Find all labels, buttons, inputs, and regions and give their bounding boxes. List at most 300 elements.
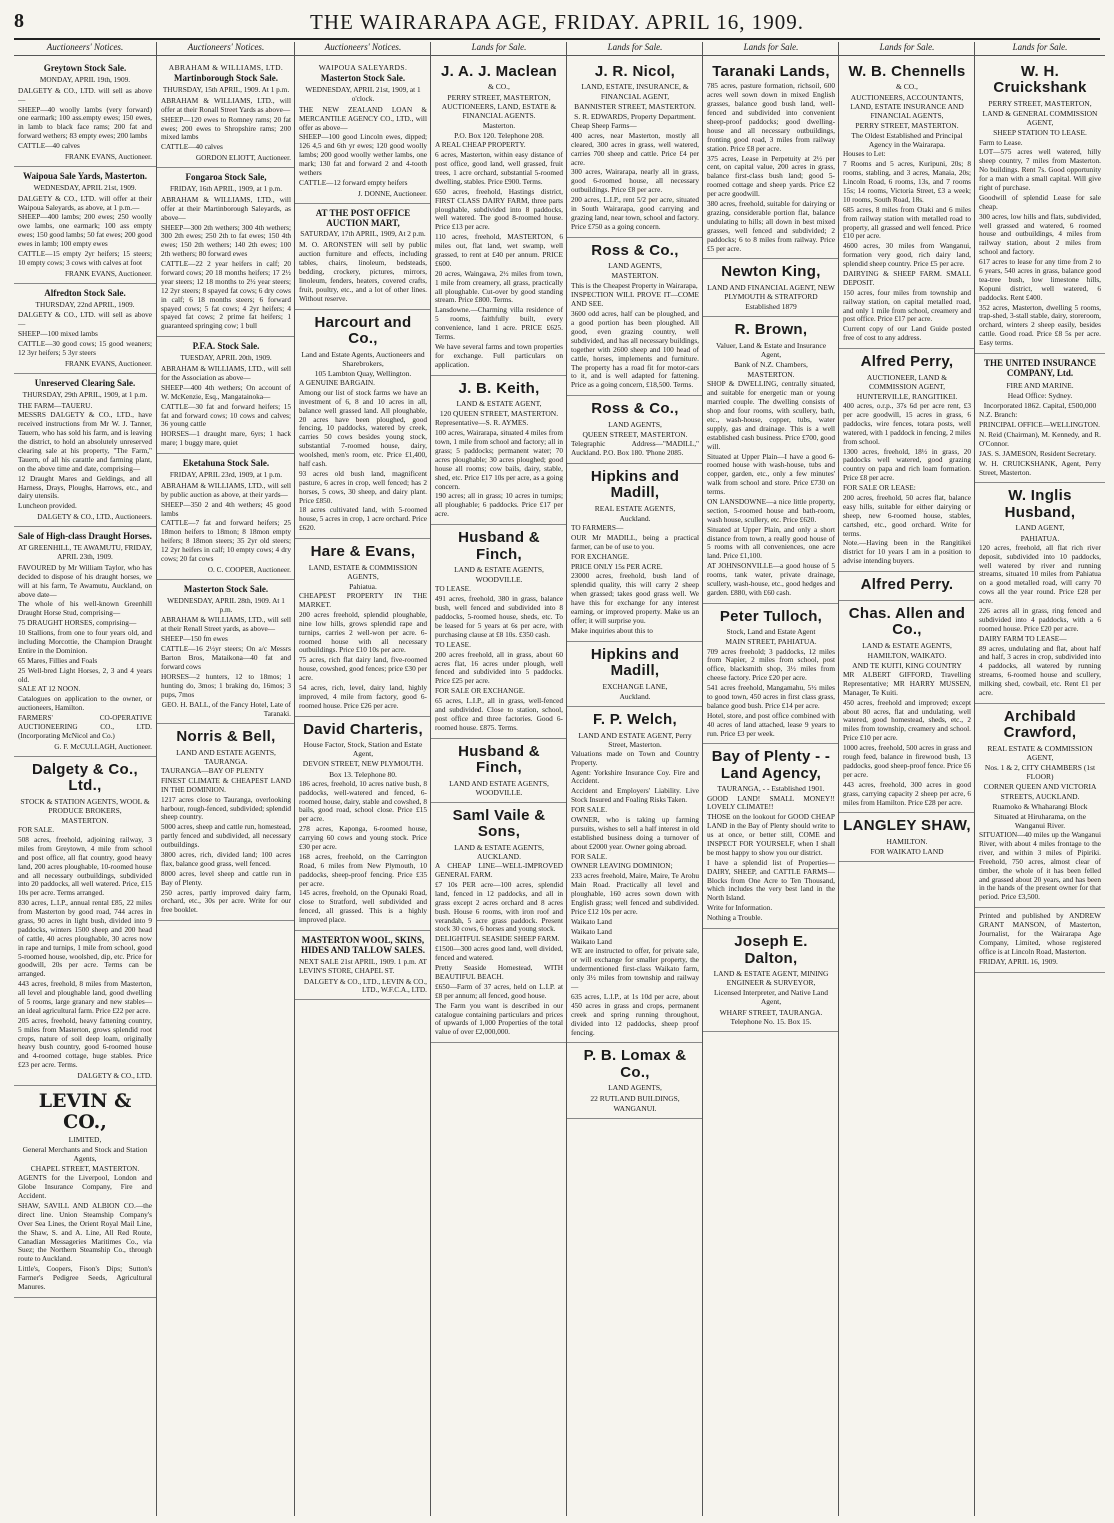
- ad-title: W. H. Cruickshank: [993, 62, 1087, 97]
- ad-paragraph: SHAW, SAVILL AND ALBION CO.—the direct line. Union Steamship Company's Over Sea Lines, the Orient Royal Mail Line, the Shaw, S. and A. Line, All Red Route, Canadian Messageries Maritimes Co., via Suez; the Northern Steamship Co., through route to Auckland.: [18, 1201, 152, 1264]
- ad-paragraph: 20 acres, Waingawa, 2½ miles from town, 1 mile from creamery, all grass, practically all ploughable. Cut-over by good standing stream. Price £800. Terms.: [435, 268, 563, 305]
- column: [974, 42, 1105, 1516]
- advertisement: [295, 539, 431, 717]
- ad-paragraph: 89 acres, undulating and flat, about half and half, 3 acres in crop, subdivided into 4 paddocks, all watered by running streams, 6-roomed house and scullery, milking shed, cowbail, etc. Rent £1 per acre.: [979, 643, 1101, 697]
- ad-subheading: House Factor, Stock, Station and Estate Agent,: [303, 740, 423, 759]
- ad-date: WEDNESDAY, APRIL 28th, 1909. At 1 p.m.: [167, 595, 285, 614]
- ad-paragraph: 685 acres, 8 miles from Otaki and 6 miles from railway station with metalled road to property, all grassed and well fenced. Price £10 per acre.: [843, 204, 971, 241]
- ad-title: Greytown Stock Sale.: [43, 62, 127, 73]
- ad-paragraph: ABRAHAM & WILLIAMS, LTD., will sell by public auction as above, at their yards—: [161, 480, 291, 499]
- ad-paragraph: SHEEP—100 good Lincoln ewes, dipped; 126 4,5 and 6th yr ewes; 120 good woolly lambs; 200 good woolly wether lambs, one mark; 130 fat and forward 2 and 4-tooth wethers: [299, 132, 427, 178]
- ad-subheading: LAND AGENTS,: [608, 1083, 662, 1093]
- ad-paragraph: WE are instructed to offer, for private sale, or will exchange for smaller property, the undermentioned first-class Waikato farm, only 3½ miles from township and railway—: [571, 946, 699, 992]
- ad-paragraph: 65 Mares, Fillies and Foals: [18, 655, 98, 665]
- advertisement: [14, 1086, 156, 1298]
- ad-paragraph: Telegraphic Address—"MADILL," Auckland. P.O. Box 180. 'Phone 2085.: [571, 438, 699, 457]
- ad-subheading: PAHIATUA.: [1020, 533, 1060, 543]
- advertisement: [703, 604, 839, 745]
- ad-title: Newton King,: [721, 263, 821, 281]
- ad-paragraph: 450 acres, freehold and improved; except about 80 acres, flat and undulating, well watered, good homestead, sheds, etc., 2 miles from township, creamery and school. Price £10 per acre.: [843, 697, 971, 743]
- ad-paragraph: TAURANGA—BAY OF PLENTY: [161, 766, 265, 775]
- ad-paragraph: Current copy of our Land Guide posted free of cost to any address.: [843, 324, 971, 343]
- ad-title: Hare & Evans,: [310, 543, 416, 561]
- ad-title: Norris & Bell,: [176, 728, 276, 746]
- ad-paragraph: 18 acres cultivated land, with 5-roomed house, 5 acres in crop, 1 acre orchard. Price £620.: [299, 505, 427, 533]
- ad-title: Husband & Finch,: [458, 529, 540, 563]
- ad-signature: O. C. COOPER, Auctioneer.: [207, 564, 291, 574]
- advertisement: [839, 601, 975, 814]
- advertisement: [567, 707, 703, 1043]
- ad-subheading: Head Office: Sydney.: [1007, 390, 1073, 400]
- ad-paragraph: 75 acres, rich flat dairy land, five-roomed house, cowshed, good fences; price £30 per acre.: [299, 655, 427, 683]
- ad-title: Unreserved Clearing Sale.: [34, 377, 136, 388]
- ad-paragraph: CATTLE—16 2½yr steers; On a/c Messrs Barton Bros, Mataikona—40 fat and forward cows: [161, 644, 291, 671]
- ad-title: Eketahuna Stock Sale.: [182, 458, 270, 469]
- advertisement: [703, 744, 839, 929]
- ad-paragraph: 4600 acres, 30 miles from Wanganui, formation very good, rich dairy land, splendid sheep country. Price £5 per acre.: [843, 241, 971, 269]
- ad-paragraph: 400 acres, near Masterton, mostly all cleared, 300 acres in grass, well watered, carries 700 sheep and cattle. Price £4 per acre.: [571, 130, 699, 167]
- ad-subheading: & CO.,: [488, 82, 510, 92]
- ad-paragraph: 6 acres, Masterton, within easy distance of post office, good land, well grassed, fruit trees, 1 acre orchard, substantial 5-roomed dwelling, stables. Price £900. Terms.: [435, 150, 563, 186]
- ad-subheading: The Oldest Established and Principal Agency in the Wairarapa.: [851, 131, 963, 150]
- ad-subheading: Auckland.: [619, 513, 651, 523]
- ad-subheading: Pahiatua.: [349, 581, 377, 591]
- ad-paragraph: PRINCIPAL OFFICE—WELLINGTON.: [979, 420, 1100, 430]
- ad-paragraph: 93 acres old bush land, magnificent pasture, 6 acres in crop, well fenced; has 2 horses, 5 cows, 30 sheep, and dairy plant. Price £850.: [299, 468, 427, 505]
- ad-paragraph: Goodwill of splendid Lease for sale cheap.: [979, 192, 1101, 211]
- ad-paragraph: 443 acres, freehold, 300 acres in good grass, carrying capacity 2 sheep per acre, 6 miles from Hamilton. Price £28 per acre.: [843, 779, 971, 807]
- ad-paragraph: 508 acres, freehold, adjoining railway, 3 miles from Greytown, 4 mile from school and post office, all flat country, good heavy land, 200 acres ploughable, 10-roomed house and all necessary outbuildings, subdivided into 20 paddocks, all well watered. Price, £15 10s per acre. Terms arranged.: [18, 834, 152, 898]
- ad-subheading: AUCTIONEER, LAND & COMMISSION AGENT,: [866, 372, 948, 391]
- ad-signature: GORDON ELIOTT, Auctioneer.: [195, 153, 291, 163]
- ad-title: Harcourt and Co.,: [314, 313, 412, 348]
- ad-date: FRIDAY, APRIL 23rd, 1909, at 1 p.m.: [169, 469, 283, 479]
- ad-preheading: WAIPOUA SALEYARDS.: [318, 62, 408, 72]
- ad-paragraph: 1217 acres close to Tauranga, overlooking harbour, rough-fenced, subdivided; splendid sheep country.: [161, 794, 291, 822]
- ad-subheading: HAMILTON.: [886, 836, 928, 846]
- ad-title: Taranaki Lands,: [712, 62, 830, 80]
- advertisement: [157, 168, 295, 337]
- ad-subheading: Established 1879: [745, 302, 797, 312]
- ad-paragraph: A GENUINE BARGAIN.: [299, 378, 376, 388]
- ad-subheading: HAMILTON, WAIKATO.: [867, 650, 947, 660]
- ad-paragraph: SITUATION—40 miles up the Wanganui River, with about 4 miles frontage to the river, and within 3 miles of Pipiriki. Freehold, 750 acres, almost clear of timber, the whole of it has been felled and grassed about 20 years, and has been in the hands of the present owner for that period. Price £3,500.: [979, 830, 1101, 902]
- ad-title: Masterton Stock Sale.: [183, 583, 269, 594]
- ad-paragraph: £1500—300 acres good land, well divided, fenced and watered.: [435, 944, 563, 963]
- advertisement: [14, 167, 156, 284]
- ad-title: Waipoua Sale Yards, Masterton.: [23, 170, 147, 181]
- ad-paragraph: 635 acres, L.I.P., at 1s 10d per acre, about 450 acres in grass and crops, permanent creek and spring running throughout, divided into 12 paddocks, sheep proof fencing.: [571, 991, 699, 1037]
- ad-subheading: Land and Estate Agents, Auctioneers and Sharebrokers,: [301, 349, 425, 368]
- ad-title: Saml Vaile & Sons,: [452, 806, 546, 841]
- advertisement: [975, 59, 1105, 354]
- advertisement: [431, 803, 567, 1043]
- advertisement: [14, 757, 156, 1086]
- ad-paragraph: 443 acres, freehold, 8 miles from Masterton, all level and ploughable land, good dwelling of 5 rooms, large granary and new stables—an ideal agricultural farm. Price £22 per acre.: [18, 979, 152, 1015]
- ad-paragraph: Houses to Let:: [843, 149, 886, 159]
- page-number: 8: [14, 10, 24, 32]
- ad-date: WEDNESDAY, APRIL 21st, 1909, at 1 o'clock.: [305, 85, 421, 103]
- ad-signature: GEO. H. BALL, of the Fancy Hotel, Late of Taranaki.: [161, 700, 291, 719]
- ad-title: J. R. Nicol,: [594, 62, 676, 80]
- ad-paragraph: 1300 acres, freehold, 18½ in grass, 20 paddocks well watered, good grazing country on papa and rich loam formation. Price £8 per acre.: [843, 446, 971, 483]
- ad-paragraph: 3600 odd acres, half can be ploughed, and a good portion has been ploughed. All good, even grazing country, well subdivided, and has all necessary buildings, together with 2600 sheep and 100 head of cattle, horses, implements and furniture. The property has a road fit for motor-cars to it, and is well adapted for fattening. Price as a going concern, £18,500. Terms.: [571, 309, 699, 390]
- ad-paragraph: FARMERS' CO-OPERATIVE AUCTIONEERING CO., LTD. (Incorporating McNicol and Co.): [18, 713, 152, 740]
- ad-paragraph: 100 acres, Wairarapa, situated 4 miles from town, 1 mile from school and factory; all in grass; 5 paddocks; permanent water; 70 acres ploughable; 30 acres ploughed; good house all rooms; cow bails, dairy, stable, shed, etc. Price £17 10s per acre, as a going concern.: [435, 428, 563, 491]
- ad-paragraph: 617 acres to lease for any time from 2 to 6 years, 540 acres in grass, balance good tea-tree bush, low limestone hills, Kopuni district, well watered, 6 paddocks. Rent £400.: [979, 257, 1101, 302]
- ad-subheading: Valuer, Land & Estate and Insurance Agent,: [715, 340, 827, 359]
- advertisement: [295, 59, 431, 204]
- ad-paragraph: TO LEASE.: [435, 584, 471, 594]
- ad-paragraph: SHEEP—400 lambs; 200 ewes; 250 woolly owe lambs, one earmark; 100 ass empty ewes; 150 good lambs; 50 fat ewes; 200 good ewes in lamb; 100 empty ewes: [18, 212, 152, 249]
- ad-paragraph: FINEST CLIMATE & CHEAPEST LAND IN THE DOMINION.: [161, 775, 291, 794]
- ad-subheading: LAND AGENTS,: [608, 261, 662, 271]
- ad-paragraph: Situated at Upper Plain—I have a good 6-roomed house with wash-house, tubs and copper, garden, etc., only a few minutes' walk from school and store. Price £730 on terms.: [707, 451, 835, 497]
- ad-subheading: LIMITED,: [68, 1134, 102, 1144]
- ad-date: THURSDAY, 29th APRIL, 1909, at 1 p.m.: [22, 389, 148, 399]
- ad-title: LEVIN & CO.,: [38, 1090, 132, 1133]
- ad-paragraph: CATTLE—7 fat and forward heifers; 25 18mon heifers to 18mon; 8 18mon empty heifers; 8 18mon steers; 35 2yr old steers; 12 2yr heifers in calf; 10 empty cows; 4 dry cows; 20 fat cows: [161, 518, 291, 563]
- ad-paragraph: We have several farms and town properties for exchange. Full particulars on application.: [435, 341, 563, 369]
- ad-title: Martinborough Stock Sale.: [173, 73, 279, 84]
- advertisement: [157, 454, 295, 580]
- ad-subheading: Auckland.: [619, 691, 651, 701]
- ad-title: MASTERTON WOOL, SKINS, HIDES AND TALLOW SALES.: [300, 934, 426, 955]
- ad-paragraph: OWNER LEAVING DOMINION;: [571, 861, 673, 871]
- advertisement: [14, 374, 156, 527]
- ad-paragraph: 650 acres, freehold, Hastings district, FIRST CLASS DAIRY FARM, three parts ploughable, subdivided into 8 paddocks, well watered. The good 8-roomed house. Price £13 per acre.: [435, 186, 563, 232]
- ad-subheading: 105 Lambton Quay, Wellington.: [314, 368, 412, 378]
- advertisement: [157, 580, 295, 724]
- ad-date: AT GREENHILL, TE AWAMUTU, FRIDAY, APRIL 23th, 1909.: [18, 543, 152, 561]
- ad-paragraph: FAVOURED by Mr William Taylor, who has decided to dispose of his draught horses, we will at his farm, Te Awamutu, Auckland, on above date—: [18, 562, 152, 599]
- advertisement: [157, 337, 295, 454]
- ad-subheading: LAND AGENT,: [1015, 523, 1065, 533]
- ad-paragraph: DALGETY & CO., LTD. will sell as above—: [18, 85, 152, 104]
- ad-paragraph: 300 acres, low hills and flats, subdivided, well grassed and watered, 6 roomed house and outbuildings, 4 miles from railway station, about 2 miles from school and factory.: [979, 211, 1101, 257]
- ad-paragraph: The Farm you want is described in our catalogue containing particulars and prices of upwards of 1,000 Properties of the total value of over £2,000,000.: [435, 1000, 563, 1037]
- ad-paragraph: 150 acres, four miles from township and railway station, on capital metalled road, and only 1 mile from school, creamery and post office. Price £17 per acre.: [843, 287, 971, 324]
- newspaper-title: THE WAIRARAPA AGE, FRIDAY. APRIL 16, 1909.: [310, 10, 804, 34]
- ad-subheading: 22 RUTLAND BUILDINGS,: [590, 1093, 680, 1103]
- ad-paragraph: 12 Draught Mares and Geldings, and all Harness, Drays, Ploughs, Harrows, etc., and dairy utensils.: [18, 473, 152, 501]
- columns-container: [14, 42, 1104, 1516]
- advertisement: [703, 259, 839, 317]
- ad-subheading: General Merchants and Stock and Station Agents,: [22, 1144, 148, 1164]
- ad-paragraph: 190 acres; all in grass; 10 acres in turnips; all ploughable; 6 paddocks. Price £17 per acre.: [435, 491, 563, 519]
- ad-paragraph: ON LANSDOWNE—a nice little property, section, 5-roomed house and bath-room, wash house, scullery, etc. Price £620.: [707, 496, 835, 524]
- ad-title: Husband & Finch,: [458, 742, 540, 777]
- ad-paragraph: MR ALBERT GIFFORD, Travelling Representative; MR HARRY MUSSEN, Manager, Te Kuiti.: [843, 670, 971, 697]
- ad-signature: DALGETY & CO., LTD.: [77, 1071, 152, 1081]
- advertisement: [14, 59, 156, 167]
- ad-subheading: FOR WAIKATO LAND: [870, 847, 944, 857]
- ad-paragraph: HORSES—2 hunters, 12 to 18mos; 1 hunting do, 3mos; 1 braking do, 16mos; 3 pups, 7mos: [161, 671, 291, 699]
- ad-subheading: LAND AND ESTATE AGENTS, TAURANGA.: [176, 747, 276, 766]
- ad-subheading: LAND & ESTATE AGENTS,: [862, 640, 952, 650]
- ad-subheading: PERRY STREET, MASTERTON, AUCTIONEERS, LAND, ESTATE & FINANCIAL AGENTS.: [441, 92, 557, 120]
- advertisement: [295, 717, 431, 931]
- ad-paragraph: AT JOHNSONVILLE—a good house of 5 rooms, tank water, private drainage, scullery, wash-house, etc., good hedges and garden. £880, with £60 cash.: [707, 561, 835, 597]
- ad-paragraph: SHEEP—300 2th wethers; 300 4th wethers; 300 2th ewes; 250 2th to fat ewes; 150 4th ewes; 150 2th wethers; 140 2th ewes; 100 2th wethers; 80 forward ewes: [161, 222, 291, 259]
- ad-paragraph: CATTLE—30 fat and forward heifers; 15 fat and forward cows; 10 cows and calves; 36 young cattle: [161, 401, 291, 429]
- ad-paragraph: FOR SALE OR EXCHANGE.: [435, 686, 525, 696]
- column: [14, 42, 156, 1516]
- advertisement: [703, 929, 839, 1032]
- column: [156, 42, 295, 1516]
- ad-paragraph: Catalogues on application to the owner, or auctioneers, Hamilton.: [18, 694, 152, 713]
- ad-paragraph: ABRAHAM & WILLIAMS, LTD., will offer at their Ronall Street Yards as above—: [161, 95, 291, 114]
- ad-subheading: FIRE AND MARINE.: [1006, 380, 1074, 390]
- ad-subheading: EXCHANGE LANE,: [602, 681, 668, 691]
- ad-title: Bay of Plenty - - Land Agency,: [711, 748, 831, 782]
- ad-paragraph: OWNER, who is taking up farming pursuits, wishes to sell a half interest in old established business doing a turnover of about £2000 year. Owner going abroad.: [571, 815, 699, 851]
- ad-paragraph: Representative—S. R. AYMES.: [435, 418, 529, 428]
- advertisement: [703, 59, 839, 259]
- ad-paragraph: Waikato Land: [571, 936, 612, 946]
- ad-paragraph: SHEEP—120 ewes to Romney rams; 20 fat ewes; 200 ewes to Shropshire rams; 200 mixed lambs: [161, 114, 291, 142]
- ad-paragraph: LOT—575 acres well watered, hilly sheep country, 7 miles from Masterton. No buildings. Rent 7s. Good opportunity for a man with a small capital. Will give right of purchase.: [979, 147, 1101, 192]
- ad-subheading: REAL ESTATE AGENTS,: [594, 503, 676, 513]
- ad-subheading: CHAPEL STREET, MASTERTON.: [30, 1164, 140, 1174]
- ad-subheading: LAND & GENERAL COMMISSION AGENT,: [982, 109, 1098, 128]
- ad-paragraph: TO LEASE.: [435, 639, 471, 649]
- advertisement: [567, 1043, 703, 1118]
- ad-paragraph: HORSES—1 draught mare, 6yrs; 1 hack mare; 1 buggy mare, quiet: [161, 429, 291, 448]
- ad-title: LANGLEY SHAW,: [843, 817, 971, 835]
- ad-subheading: DEVON STREET, NEW PLYMOUTH.: [302, 759, 424, 769]
- ad-subheading: & CO.,: [896, 82, 918, 92]
- ad-paragraph: Hotel, store, and post office combined with 40 acres of land attached, lease 9 years to run. Price £3 per week.: [707, 710, 835, 738]
- ad-paragraph: 10 Stallions, from one to four years old, and including Morcottie, the Champion Draught Entire in the Dominion.: [18, 628, 152, 655]
- ad-title: Chas. Allen and Co.,: [848, 604, 966, 639]
- ad-paragraph: THOSE on the lookout for GOOD CHEAP LAND in the Bay of Plenty should write to us at once, or better still, COME and INSPECT FOR YOURSELF, when I shall be most happy to show you our district.: [707, 812, 835, 857]
- ad-paragraph: 233 acres freehold, Maire, Maire, Te Arohu Main Road. Practically all level and ploughable, 160 acres sown down with English grass; well fenced and subdivided. Price £12 10s per acre.: [571, 871, 699, 916]
- ad-paragraph: SHOP & DWELLING, centrally situated, and suitable for energetic man or young married couple. The dwelling consists of shop and four rooms, with scullery, bath, etc., wash-house, copper, tubs, water supply, gas and drainage. This is a well established cash business. Price £700, good will.: [707, 379, 835, 451]
- ad-subheading: HUNTERVILLE, RANGITIKEI.: [856, 391, 958, 401]
- ad-signature: FRANK EVANS, Auctioneer.: [64, 268, 152, 278]
- ad-paragraph: SHEEP—150 fm ewes: [161, 634, 228, 644]
- ad-subheading: 120 QUEEN STREET, MASTERTON.: [439, 409, 559, 419]
- ad-subheading: STOCK & STATION AGENTS, WOOL & PRODUCE BROKERS,: [20, 796, 150, 815]
- ad-title: Dalgety & Co., Ltd.,: [32, 760, 138, 795]
- column-header: Lands for Sale.: [839, 42, 975, 56]
- ad-paragraph: JAS. S. JAMESON, Resident Secretary.: [979, 448, 1097, 458]
- ad-signature: DALGETY & CO., LTD., LEVIN & CO., LTD., W.F.C.A., LTD.: [303, 976, 427, 995]
- ad-subheading: Masterton.: [482, 121, 516, 131]
- advertisement: [431, 739, 567, 803]
- ad-paragraph: 54 acres, rich, level, dairy land, highly improved, 4 mile from factory, good 6-roomed house. Price £26 per acre.: [299, 682, 427, 710]
- advertisement: [839, 349, 975, 572]
- ad-paragraph: A REAL CHEAP PROPERTY.: [435, 140, 526, 150]
- ad-subheading: LAND AND ESTATE AGENT, Perry Street, Masterton.: [578, 730, 692, 749]
- ad-subheading: TAURANGA, - - Established 1901.: [717, 784, 825, 794]
- ad-paragraph: OUR Mr MADILL, being a practical farmer, can be of use to you.: [571, 532, 699, 551]
- ad-paragraph: N. Reid (Chairman), M. Kennedy, and R. O'Connor.: [979, 430, 1101, 448]
- advertisement: [567, 642, 703, 707]
- ad-signature: DALGETY & CO., LTD., Auctioneers.: [37, 512, 152, 522]
- ad-title: Hipkins and Madill,: [590, 467, 680, 502]
- ad-paragraph: CATTLE—30 good cows; 15 good weaners; 12 3yr heifers; 5 3yr steers: [18, 339, 152, 358]
- ad-title: Alfred Perry.: [860, 576, 954, 594]
- ad-paragraph: Cheap Sheep Farms—: [571, 121, 637, 131]
- advertisement: [295, 310, 431, 540]
- ad-subheading: AND TE KUITI, KING COUNTRY: [852, 660, 962, 670]
- ad-paragraph: FRIDAY, APRIL 16, 1909.: [979, 956, 1058, 966]
- ad-subheading: LAND AGENTS,: [608, 419, 662, 429]
- ad-paragraph: £7 10s PER acre—100 acres, splendid land, fenced in 12 paddocks, and all in grass except 2 acres orchard and 8 acres bush. House 6 rooms, with iron roof and verandah, 5 acre grass paddock. Present stock 30 cows, 6 horses and young stock.: [435, 880, 563, 934]
- ad-paragraph: 200 acres, freehold, 50 acres flat, balance easy hills, suitable for either dairying or sheep, new 6-roomed house, stables, cartshed, etc., good orchard. Write for terms.: [843, 492, 971, 538]
- ad-title: W. Inglis Husband,: [1004, 487, 1076, 521]
- ad-paragraph: W. H. CRUICKSHANK, Agent, Perry Street, Masterton.: [979, 458, 1101, 477]
- ad-subheading: Incorporated 1862. Capital, £500,000: [983, 401, 1097, 411]
- ad-paragraph: 23000 acres, freehold, bush land of splendid quality, this will carry 2 sheep when grassed; takes good grass well. We have this for exchange for any interest earning, or improved property. Make us an offer; it will surprise you.: [571, 571, 699, 625]
- ad-paragraph: FOR EXCHANGE.: [571, 551, 629, 561]
- ad-title: Fongaroa Stock Sale,: [185, 172, 267, 183]
- ad-paragraph: 200 acres freehold, all in grass, about 60 acres flat, 16 acres under plough, well fenced and subdivided into 5 paddocks. Price £25 per acre.: [435, 649, 563, 686]
- ad-paragraph: 205 acres, freehold, heavy fattening country, 5 miles from Masterton, grows splendid root crops, nature of soil deep loam, originally heavy bush country, good 6-roomed house and 4-roomed cottage, huge stables. Price £23 per acre. Terms.: [18, 1015, 152, 1070]
- ad-paragraph: SHEEP—350 2 and 4th wethers; 45 good lambs: [161, 499, 291, 518]
- ad-paragraph: 541 acres freehold, Mangamahu, 5½ miles to good town, 450 acres in first class grass, balance good bush. Price £14 per acre.: [707, 683, 835, 710]
- ad-paragraph: Among our list of stock farms we have an investment of 6, 8 and 10 acres in all, balance well grassed land. All ploughable, 20 acres have been ploughed, good fencing, 10 paddocks, watered by creek, carries 50 cows besides young stock, substantial 7-roomed house, dairy, woolshed, men's room, etc. Price £1,400, half cash.: [299, 387, 427, 469]
- ad-subheading: P.O. Box 120. Telephone 208.: [454, 131, 544, 141]
- ad-signature: G. F. McCULLAGH, Auctioneer.: [54, 741, 152, 751]
- ad-paragraph: Waikato Land: [571, 916, 612, 926]
- ad-subheading: Nos. 1 & 2, CITY CHAMBERS (1st FLOOR): [984, 763, 1096, 782]
- column-header: Auctioneers' Notices.: [295, 42, 431, 56]
- ad-paragraph: M. O. ARONSTEN will sell by public auction furniture and effects, including tables, chairs, linoleum, bedsteads, bedding, crockery, pictures, mirrors, linoleum, fenders, heaters, covered crafts, fruit, poultry, etc., and a lot of other lines. Without reserve.: [299, 240, 427, 303]
- ad-paragraph: 110 acres, freehold, MASTERTON, 6 miles out, flat land, wet swamp, well grassed, to rent at £40 per annum. PRICE £600.: [435, 232, 563, 268]
- column-header: Lands for Sale.: [975, 42, 1105, 56]
- column-header: Auctioneers' Notices.: [14, 42, 156, 56]
- ad-title: THE UNITED INSURANCE COMPANY, Ltd.: [983, 358, 1097, 378]
- ad-paragraph: Printed and published by ANDREW GRANT MANSON, of Masterton, Journalist, for the Wairarapa Age Company, Limited, whose registered office is at Lincoln Road, Masterton.: [979, 911, 1101, 956]
- ad-date: TUESDAY, APRIL 20th, 1909.: [180, 353, 272, 363]
- ad-title: R. Brown,: [734, 321, 808, 339]
- ad-paragraph: Little's, Coopers, Fison's Dips; Sutton's Farmer's Pedigree Seeds, Agricultural Manures.: [18, 1264, 152, 1292]
- ad-title: Archibald Crawford,: [1003, 707, 1077, 742]
- ad-paragraph: 709 acres freehold; 3 paddocks, 12 miles from Napier, 2 miles from school, post office, blacksmith shop, 3½ miles from cheese factory. Price £20 per acre.: [707, 646, 835, 683]
- ad-paragraph: 25 Well-bred Light Horses, 2, 3 and 4 years old.: [18, 665, 152, 684]
- ad-paragraph: NEXT SALE 21st APRIL, 1909. 1 p.m. AT LEVIN'S STORE, CHAPEL ST.: [299, 956, 427, 975]
- ad-paragraph: 300 acres, Wairarapa, nearly all in grass, good 6-roomed house, all necessary outbuildings. Price £8 per acre.: [571, 167, 699, 195]
- ad-paragraph: TO FARMERS—: [571, 523, 624, 533]
- ad-paragraph: ABRAHAM & WILLIAMS, LTD., will sell at their Renall Street yards, as above—: [161, 615, 291, 634]
- advertisement: [157, 59, 295, 168]
- ad-paragraph: Situated at Upper Plain, and only a short distance from town, a really good house of 5 rooms with all conveniences, one acre land. Price £1,100.: [707, 524, 835, 561]
- ad-paragraph: This is the Cheapest Property in Wairarapa,: [571, 280, 698, 290]
- ad-subheading: CORNER QUEEN AND VICTORIA STREETS, AUCKLAND.: [983, 782, 1097, 801]
- ad-date: THURSDAY, 22nd APRIL, 1909.: [35, 299, 135, 309]
- ad-paragraph: CATTLE—15 empty 2yr heifers; 15 steers; 10 empty cows; 3 cows with calves at foot: [18, 249, 152, 267]
- ad-subheading: Box 13. Telephone 80.: [329, 769, 397, 779]
- ad-subheading: MASTERTON.: [611, 271, 659, 281]
- advertisement: [431, 525, 567, 739]
- ad-title: Ross & Co.,: [591, 241, 679, 259]
- ad-paragraph: 8000 acres, level sheep and cattle run in Bay of Plenty.: [161, 868, 291, 887]
- column-header: Lands for Sale.: [703, 42, 839, 56]
- advertisement: [839, 572, 975, 601]
- ad-paragraph: Note.—Having been in the Rangitikei district for 10 years I am in a position to advise intending buyers.: [843, 538, 971, 566]
- ad-paragraph: Valuations made on Town and Country Property.: [571, 748, 699, 767]
- ad-paragraph: Make inquiries about this to: [571, 625, 653, 635]
- ad-paragraph: THE NEW ZEALAND LOAN & MERCANTILE AGENCY CO., LTD., will offer as above—: [299, 104, 427, 132]
- ad-subheading: WOODVILLE.: [475, 575, 523, 585]
- ad-subheading: SHEEP STATION TO LEASE.: [993, 128, 1087, 138]
- ad-subheading: LAND AND FINANCIAL AGENT, NEW PLYMOUTH & STRATFORD: [707, 282, 835, 302]
- advertisement: [295, 204, 431, 310]
- ad-date: THURSDAY, 15th APRIL, 1909. At 1 p.m.: [162, 85, 290, 94]
- ad-subheading: WHARF STREET, TAURANGA. Telephone No. 15. Box 15.: [719, 1007, 823, 1026]
- ad-paragraph: 352 acres, Masterton, dwelling 5 rooms, trap-shed, 3-stall stable, dairy, storeroom, orchard, winters 2 sheep easily, besides cattle. Good road. Price £8 5s per acre. Easy terms.: [979, 302, 1101, 348]
- ad-paragraph: Accident and Employers' Liability. Live Stock Insured and Foaling Risks Taken.: [571, 786, 699, 805]
- ad-paragraph: 250 acres, partly improved dairy farm, orchard, etc., 30s per acre. Write for our free booklet.: [161, 887, 291, 915]
- ad-paragraph: Lansdowne.—Charming villa residence of 5 rooms, faithfully built, every convenience, land 1 acre. PRICE £625. Terms.: [435, 305, 563, 342]
- ad-title: P. B. Lomax & Co.,: [583, 1047, 687, 1081]
- ad-title: J. A. J. Maclean: [441, 62, 557, 80]
- ad-paragraph: 785 acres, pasture formation, richsoil, 600 acres well sown down in mixed English grasses, balance good bush land, well-fenced and subdivided into convenient sheep-proof paddocks; good dwelling-house and all necessary outbuildings, fronting good road, 3 miles from railway station. Price £8 per acre.: [707, 81, 835, 153]
- ad-paragraph: GOOD LAND! SMALL MONEY!! LOVELY CLIMATE!!: [707, 793, 835, 812]
- ad-paragraph: The whole of his well-known Greenhill Draught Horse Stud, comprising—: [18, 599, 152, 618]
- column: [566, 42, 703, 1516]
- advertisement: [431, 59, 567, 376]
- ad-subheading: LAND, ESTATE, INSURANCE, & FINANCIAL AGENT,: [581, 82, 689, 101]
- ad-title: P.F.A. Stock Sale.: [192, 341, 260, 352]
- ad-title: Alfredton Stock Sale.: [44, 287, 126, 298]
- ad-subheading: QUEEN STREET, MASTERTON.: [582, 429, 688, 439]
- ad-subheading: MAIN STREET, PAHIATUA.: [725, 637, 817, 647]
- column-header: Auctioneers' Notices.: [157, 42, 295, 56]
- ad-subheading: LAND, ESTATE & COMMISSION AGENTS,: [308, 562, 418, 581]
- ad-title: F. P. Welch,: [593, 711, 677, 728]
- ad-preheading: ABRAHAM & WILLIAMS, LTD.: [168, 62, 284, 72]
- ad-title: AT THE POST OFFICE AUCTION MART,: [315, 207, 411, 228]
- ad-paragraph: CATTLE—40 calves: [18, 141, 80, 151]
- ad-title: Peter Tulloch,: [719, 607, 823, 625]
- advertisement: [567, 396, 703, 464]
- ad-signature: FRANK EVANS, Auctioneer.: [64, 358, 152, 368]
- advertisement: [975, 483, 1105, 703]
- ad-paragraph: 491 acres, freehold, 380 in grass, balance bush, well fenced and subdivided into 8 paddocks, 5-roomed house, sheds, etc. To be leased for 5 years at 6s per acre, with purchasing clause at £8 10s. £350 cash.: [435, 594, 563, 639]
- ad-paragraph: DAIRY FARM TO LEASE—: [979, 633, 1067, 643]
- ad-paragraph: Waikato Land: [571, 926, 612, 936]
- column-header: Lands for Sale.: [567, 42, 703, 56]
- advertisement: [567, 238, 703, 396]
- ad-paragraph: 75 DRAUGHT HORSES, comprising—: [18, 618, 137, 628]
- ad-subheading: PERRY STREET, MASTERTON.: [855, 121, 959, 131]
- ad-paragraph: £650—Farm of 37 acres, held on L.I.P. at £8 per annum; all fenced, good house.: [435, 981, 563, 1000]
- ad-paragraph: I have a splendid list of Properties—DAIRY, SHEEP, and CATTLE FARMS—Blocks from One Acre to Ten Thousand, which includes the very best land in the North Island.: [707, 857, 835, 903]
- advertisement: [975, 908, 1105, 972]
- ad-subheading: REAL ESTATE & COMMISSION AGENT,: [987, 743, 1093, 763]
- ad-paragraph: SHEEP—100 mixed lambs: [18, 329, 98, 339]
- ad-paragraph: MESSRS DALGETY & CO., LTD., have received instructions from Mr W. J. Tanner, Tauern, who has sold his farm, and is leaving the district, to hold an absolutely unreserved clearing sale at his property, "The Farm," Tauern, of all his carattle and farming plant, on the above time and date, comprising—: [18, 410, 152, 473]
- ad-paragraph: DALGETY & CO., LTD. will offer at their Waipoua Saleyards, as above, at 1 p.m.—: [18, 193, 152, 212]
- column: [430, 42, 567, 1516]
- ad-subheading: Licensed Interpreter, and Native Land Agent,: [713, 988, 829, 1007]
- ad-title: David Charteris,: [303, 720, 423, 738]
- ad-paragraph: 375 acres, Lease in Perpetuity at 2½ per cent, on capital value, 200 acres in grass, balance first-class bush land; good 5-roomed cottage and sheep yards. Price £2 per acre goodwill.: [707, 153, 835, 199]
- ad-paragraph: 830 acres, L.I.P., annual rental £85, 22 miles from Masterton by good road, 744 acres in grass, 90 acres in light bush, divided into 9 paddocks, winters 1500 sheep and 200 head of cattle, 40 acres ploughable, 30 acres now in rape and turnips, 1 mile from school, good 5-roomed house, woolshed, dip, etc. Price for goodwill, 20s per acre. Terms can be arranged.: [18, 898, 152, 979]
- ad-subheading: LAND & ESTATE AGENT,: [456, 399, 542, 409]
- ad-paragraph: 3800 acres, rich, divided land; 100 acres flax, balance good grass, well fenced.: [161, 850, 291, 868]
- ad-subheading: LAND & ESTATE AGENTS, AUCKLAND.: [454, 842, 544, 862]
- advertisement: [295, 931, 431, 1000]
- ad-paragraph: Pretty Seaside Homestead, WITH BEAUTIFUL BEACH.: [435, 963, 563, 981]
- ad-paragraph: SHEEP—40 woolly lambs (very forward) one earmark; 100 ass.empty ewes; 150 ewes, in lamb to black face rams; 200 fat and forward wethers; 83 empty ewes; 200 lambs: [18, 104, 152, 141]
- ad-subheading: BANNISTER STREET, MASTERTON.: [574, 101, 696, 111]
- ad-title: Ross & Co.,: [591, 400, 679, 418]
